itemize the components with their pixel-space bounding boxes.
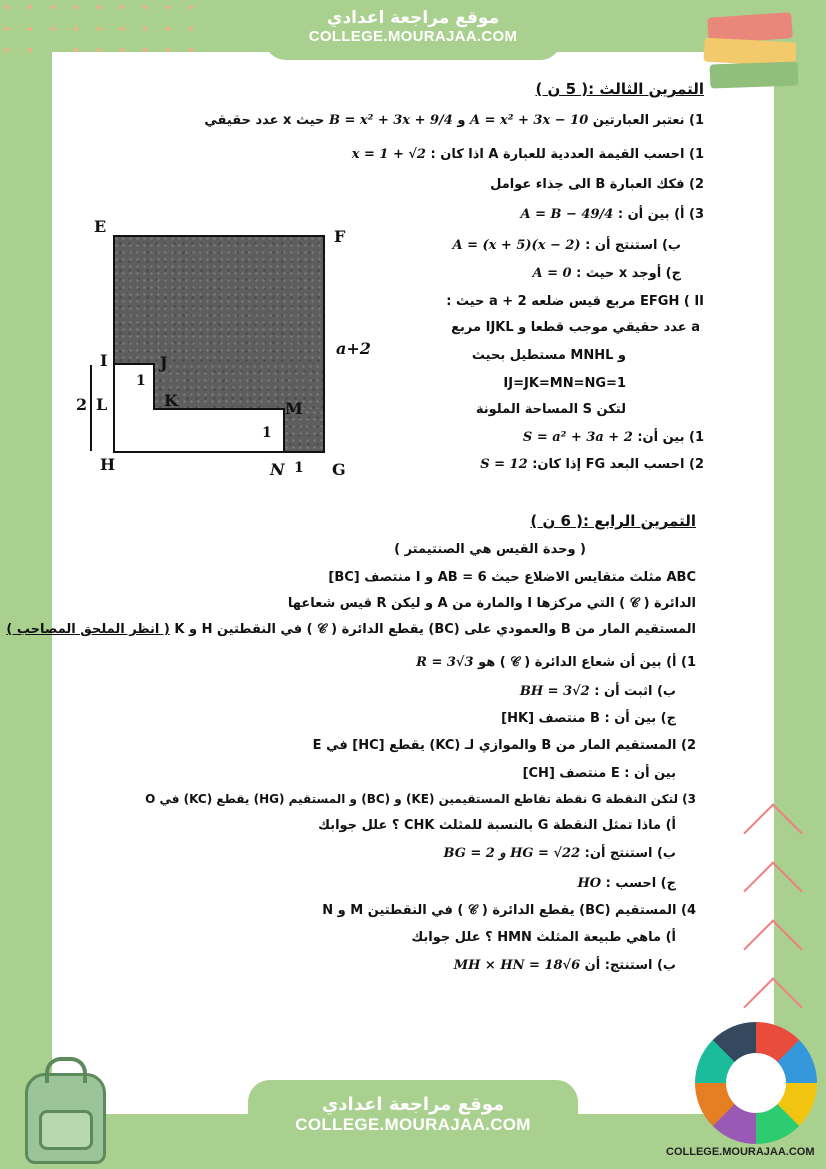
- q1-text: 1) احسب القيمة العددية للعبارة A اذا كان :: [430, 147, 704, 162]
- intro-text: 1) نعتبر العبارتين: [592, 113, 704, 128]
- ex3-part2-line5: لتكن S المساحة الملونة: [475, 402, 626, 417]
- expr-B: B = x² + 3x + 9/4: [328, 113, 453, 128]
- q1-value: x = 1 + √2: [351, 147, 426, 162]
- label-L: L: [96, 395, 108, 414]
- books-logo-icon: [700, 10, 810, 95]
- expr-A: A = x² + 3x − 10: [470, 113, 589, 128]
- ex4-line1: ABC مثلث متقايس الاضلاع حيث AB = 6 و I منتصف [BC]: [328, 570, 696, 585]
- label-NG-length: 1: [294, 460, 304, 476]
- ex3-q3a: [520, 207, 704, 222]
- ex4-q1c: ج) بين أن : B منتصف [HK]: [501, 711, 676, 726]
- label-G: G: [332, 460, 346, 479]
- q4b-text: ب) استنتج: أن: [584, 958, 676, 973]
- q3b-expr: BG = 2 و HG = √22: [443, 846, 581, 861]
- dimension-arrow: [90, 365, 92, 451]
- ex3-part2-line1: EFGH ( II مربع قيس ضلعه a + 2 حيث :: [446, 294, 704, 309]
- backpack-icon: [15, 1055, 110, 1160]
- q1a-text: 1) أ) بين أن شعاع الدائرة ( 𝒞 ) هو: [478, 655, 696, 670]
- footer-banner[interactable]: [248, 1080, 578, 1150]
- part2-q2-text: 2) احسب البعد FG إذا كان:: [532, 457, 704, 472]
- header-banner[interactable]: [264, 0, 562, 60]
- ex4-q3b: [443, 846, 676, 861]
- q3a-expr: A = B − 49/4: [520, 207, 614, 222]
- ex3-part2-q1: [523, 430, 704, 445]
- ex4-q4b: [454, 958, 676, 973]
- exercise4-title: التمرين الرابع :( 6 ن ): [530, 512, 696, 530]
- q1b-expr: BH = 3√2: [519, 684, 590, 699]
- q3b-expr: A = (x + 5)(x − 2): [452, 238, 581, 253]
- ex3-part2-line4: IJ=JK=MN=NG=1: [503, 376, 626, 391]
- label-JK-length: 1: [136, 373, 146, 389]
- ex4-q4a: أ) ماهي طبيعة المثلث HMN ؟ علل جوابك: [411, 930, 676, 945]
- label-E: E: [94, 217, 107, 236]
- exercise3-title: التمرين الثالث :( 5 ن ): [535, 80, 704, 98]
- footer-site-name-ar: موقع مراجعة اعدادي: [321, 1094, 505, 1115]
- logo-url-label[interactable]: COLLEGE.MOURAJAA.COM: [666, 1146, 815, 1158]
- wheel-center: [726, 1053, 786, 1113]
- q1b-text: ب) اثبت أن :: [594, 684, 676, 699]
- ex4-line2: الدائرة ( 𝒞 ) التي مركزها I والمارة من A و ليكن R قيس شعاعها: [287, 596, 696, 611]
- footer-site-url[interactable]: COLLEGE.MOURAJAA.COM: [295, 1115, 531, 1134]
- ex4-line3: [6, 622, 696, 637]
- q3c-expr: A = 0: [532, 266, 572, 281]
- q4b-expr: MH × HN = 18√6: [453, 958, 581, 973]
- site-url[interactable]: COLLEGE.MOURAJAA.COM: [308, 28, 518, 45]
- appendix-note: ( انظر الملحق المصاحب ): [6, 622, 170, 637]
- ex4-unit: ( وحدة القيس هي الصنتيمتر ): [394, 542, 586, 557]
- q3c-expr: HO: [577, 876, 602, 891]
- ex4-q3c: [577, 876, 676, 891]
- ex4-q2b: بين أن : E منتصف [CH]: [522, 766, 676, 781]
- ex4-q1a: [416, 655, 696, 670]
- label-M: M: [285, 399, 303, 418]
- shaded-region-top: [113, 235, 325, 363]
- line3-text: المستقيم المار من B والعمودي على (BC) يقطع الدائرة ( 𝒞 ) في النقطتين H و K: [174, 622, 696, 637]
- part2-q1-expr: S = a² + 3a + 2: [522, 430, 633, 445]
- part2-q1-text: 1) بين أن:: [637, 430, 704, 445]
- site-name-ar: موقع مراجعة اعدادي: [326, 8, 500, 28]
- label-K: K: [164, 391, 178, 410]
- label-H: H: [100, 455, 116, 474]
- label-HI-length: 2: [76, 395, 88, 414]
- part2-q2-expr: S = 12: [480, 457, 528, 472]
- ex4-q3a: أ) ماذا تمثل النقطة G بالنسبة للمثلث CHK ؟ علل جوابك: [318, 818, 676, 833]
- label-side-length: a+2: [336, 339, 371, 358]
- ex3-q2: 2) فكك العبارة B الى جذاء عوامل: [490, 177, 704, 192]
- ex4-q4: 4) المستقيم (BC) يقطع الدائرة ( 𝒞 ) في النقطتين M و N: [322, 903, 696, 918]
- label-MN-length: 1: [262, 425, 272, 441]
- geometry-figure: [76, 215, 390, 490]
- ex3-part1-intro: [204, 113, 704, 128]
- where-text: حيث x عدد حقيقي: [204, 113, 325, 128]
- ex4-q3: 3) لتكن النقطة G نقطة تقاطع المستقيمين (KE) و (BC) و المستقيم (HG) يقطع (KC) في O: [145, 792, 696, 806]
- q3b-text: ب) استنتج أن:: [584, 846, 676, 861]
- ex4-q2: 2) المستقيم المار من B والموازي لـ (KC) يقطع [HC] في E: [312, 738, 696, 753]
- q3c-text: ج) احسب :: [605, 876, 676, 891]
- and-word: و: [457, 113, 466, 128]
- ex3-part2-q2: [480, 457, 704, 472]
- label-I: I: [100, 351, 108, 370]
- q3c-text: ج) أوجد x حيث :: [576, 266, 681, 281]
- ex3-part2-line3: و MNHL مستطيل بحيث: [471, 348, 626, 363]
- label-F: F: [334, 227, 346, 246]
- q3a-text: 3) أ) بين أن :: [617, 207, 704, 222]
- q1a-expr: R = 3√3: [416, 655, 474, 670]
- label-N: N: [270, 460, 285, 479]
- label-J: J: [160, 353, 168, 372]
- q3b-text: ب) استنتج أن :: [585, 238, 681, 253]
- ex3-q3b: [452, 238, 681, 253]
- ex3-q3c: [533, 266, 681, 281]
- ex4-q1b: [520, 684, 676, 699]
- ex3-part2-line2: a عدد حقيقي موجب قطعا و IJKL مربع: [451, 320, 700, 335]
- ex3-q1: [352, 147, 704, 162]
